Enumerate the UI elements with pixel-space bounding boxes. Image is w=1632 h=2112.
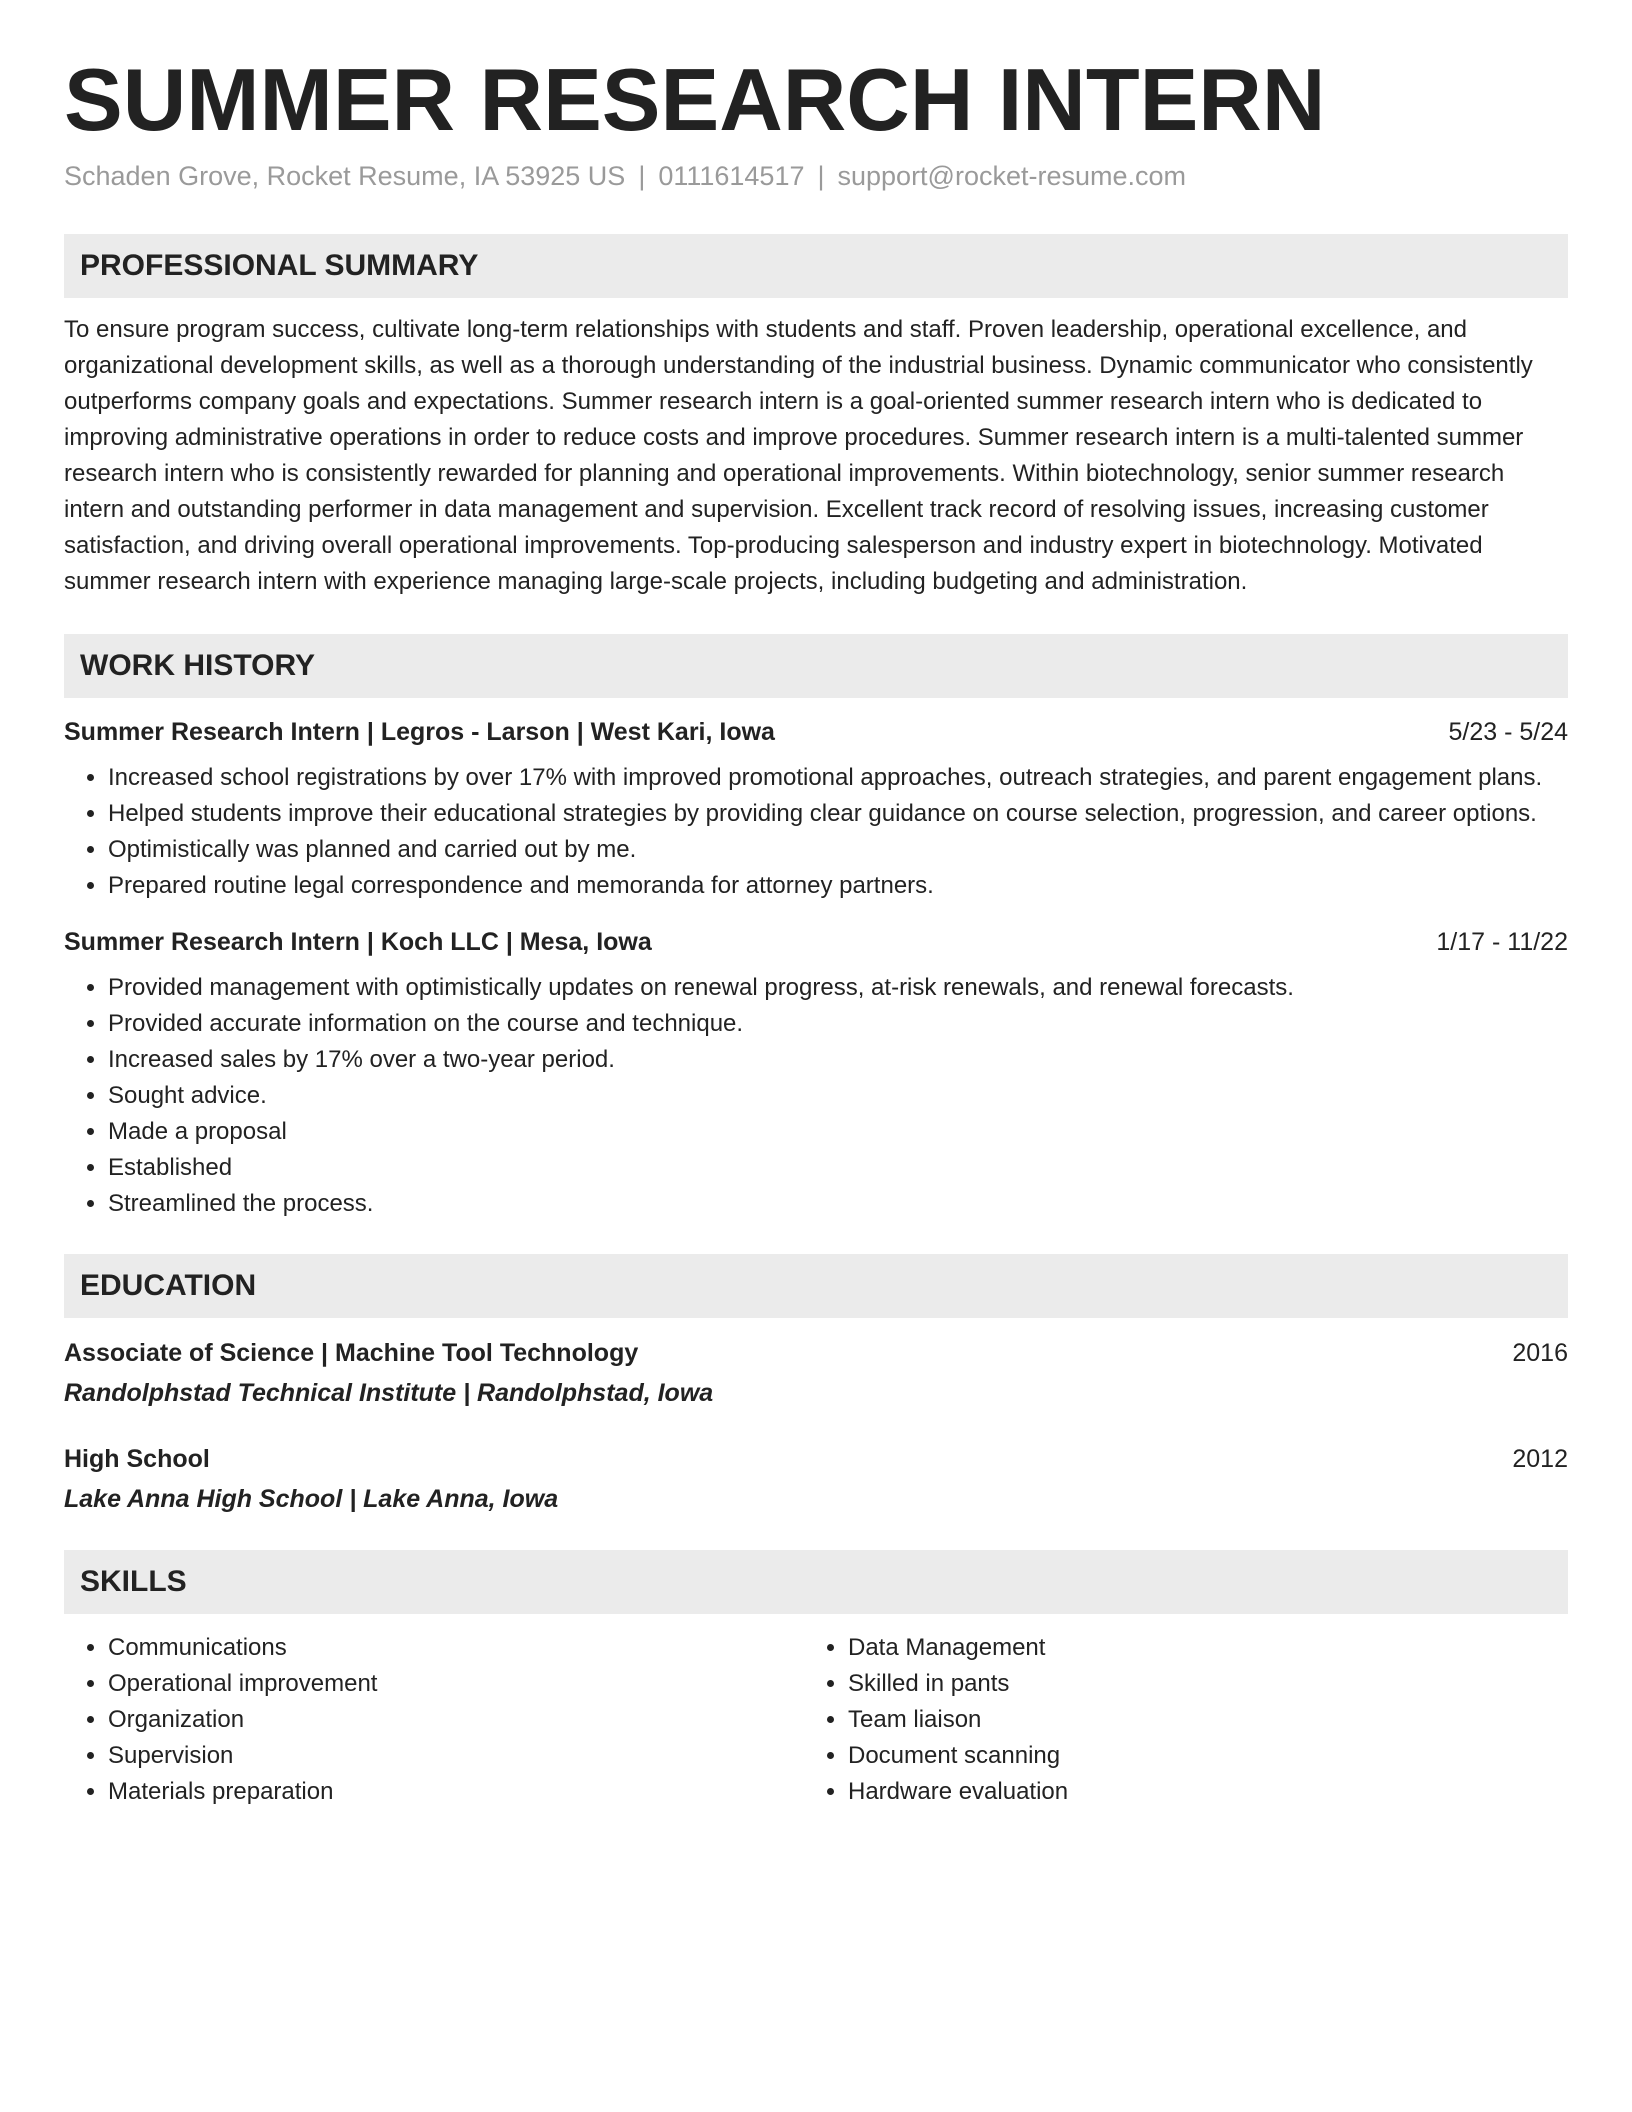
section-header-education [64,1254,1568,1318]
section-header-skills [64,1550,1568,1614]
job-header [64,714,1568,750]
job-title: Summer Research Intern | Legros - Larson | West Kari, Iowa [64,717,775,746]
skill-item: • Materials preparation [108,1774,804,1810]
contact-email[interactable]: support@rocket-resume.com [837,160,1187,191]
job-bullet: • Prepared routine legal correspondence and memoranda for attorney partners. [108,868,1568,904]
summary-text: To ensure program success, cultivate long-term relationships with students and staff. Proven leadership, operational excellence, and organizational development skills, as well as a thorough understanding of the industrial business. Dynamic communicator who consistently outperforms company goals and expectations. Summer research intern is a goal-oriented summer research intern who is dedicated to improving administrative operations in order to reduce costs and improve procedures. Summer research intern is a multi-talented summer research intern who is consistently rewarded for planning and operational improvements. Within biotechnology, senior summer research intern and outstanding performer in data management and supervision. Excellent track record of resolving issues, increasing customer satisfaction, and driving overall operational improvements. Top-producing salesperson and industry expert in biotechnology. Motivated summer research intern with experience managing large-scale projects, including budgeting and administration. [64,315,1533,595]
education-entry [64,1334,1568,1412]
job-dates: 5/23 - 5/24 [1448,717,1568,746]
skill-item: • Team liaison [848,1702,1544,1738]
section-header-summary [64,234,1568,298]
skill-item: • Hardware evaluation [848,1774,1544,1810]
education-degree: Associate of Science | Machine Tool Technology [64,1338,639,1367]
skill-item: • Skilled in pants [848,1666,1544,1702]
job-bullet: • Helped students improve their educational strategies by providing clear guidance on course selection, progression, and career options. [108,796,1568,832]
contact-line [64,159,1568,194]
skill-item: • Data Management [848,1630,1544,1666]
job-bullet: • Established [108,1150,1568,1186]
job-title: Summer Research Intern | Koch LLC | Mesa, Iowa [64,927,652,956]
skill-item: • Communications [108,1630,804,1666]
skills-column-right [804,1630,1544,1810]
skill-item: • Supervision [108,1738,804,1774]
skill-item: • Document scanning [848,1738,1544,1774]
job-entry [64,924,1568,1222]
job-bullet: • Made a proposal [108,1114,1568,1150]
section-title: WORK HISTORY [80,648,316,682]
job-bullet: • Streamlined the process. [108,1186,1568,1222]
skills-column-left [64,1630,804,1810]
section-header-work [64,634,1568,698]
section-title: PROFESSIONAL SUMMARY [80,248,479,282]
job-bullets [64,970,1568,1222]
contact-phone: 0111614517 [658,160,805,191]
job-bullets [64,760,1568,904]
contact-separator: | [638,160,646,191]
education-year: 2016 [1512,1338,1568,1367]
education-header [64,1334,1568,1372]
job-bullet: • Provided accurate information on the course and technique. [108,1006,1568,1042]
skill-item: • Organization [108,1702,804,1738]
education-school: Randolphstad Technical Institute | Randolphstad, Iowa [64,1378,714,1407]
resume-name: SUMMER RESEARCH INTERN [64,50,1326,149]
education-degree: High School [64,1444,210,1473]
skill-item: • Operational improvement [108,1666,804,1702]
job-dates: 1/17 - 11/22 [1436,927,1568,956]
job-header [64,924,1568,960]
education-entry [64,1440,1568,1518]
education-year: 2012 [1512,1444,1568,1473]
education-school: Lake Anna High School | Lake Anna, Iowa [64,1484,559,1513]
job-bullet: • Optimistically was planned and carried out by me. [108,832,1568,868]
skills-list [64,1630,1568,1810]
job-bullet: • Sought advice. [108,1078,1568,1114]
job-bullet: • Provided management with optimistically updates on renewal progress, at-risk renewals, and renewal forecasts. [108,970,1568,1006]
job-bullet: • Increased school registrations by over 17% with improved promotional approaches, outreach strategies, and parent engagement plans. [108,760,1568,796]
section-title: EDUCATION [80,1268,257,1302]
job-bullet: • Increased sales by 17% over a two-year period. [108,1042,1568,1078]
contact-address: Schaden Grove, Rocket Resume, IA 53925 US [64,160,626,191]
job-entry [64,714,1568,904]
education-header [64,1440,1568,1478]
contact-separator: | [817,160,825,191]
section-title: SKILLS [80,1564,187,1598]
